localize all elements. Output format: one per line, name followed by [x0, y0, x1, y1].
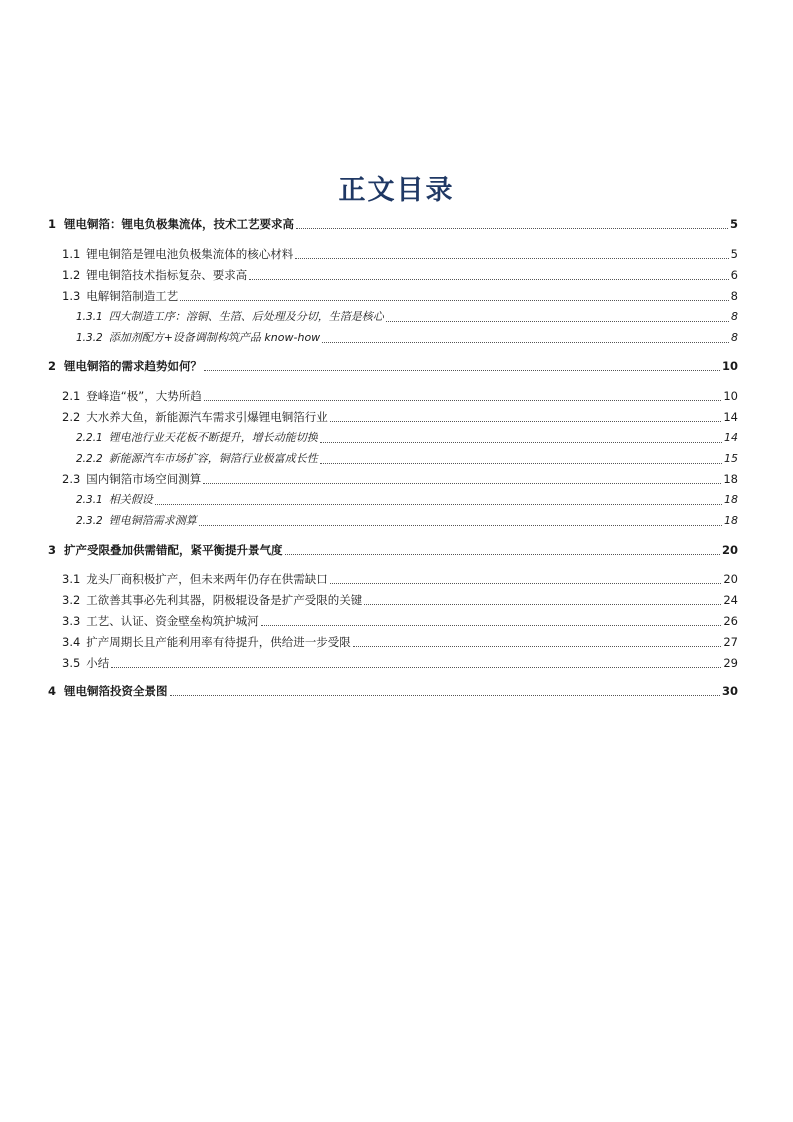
toc-entry-1-2[interactable]	[48, 265, 738, 285]
toc-entry-number: 2.3.2	[76, 515, 103, 527]
toc-entry-page: 15	[724, 452, 738, 465]
toc-entry-page: 8	[731, 310, 738, 323]
toc-entry-label: 小结	[86, 656, 110, 670]
toc-entry-1-3[interactable]	[48, 286, 738, 306]
toc-entry-2-2[interactable]	[48, 407, 738, 427]
toc-entry-number: 1.3	[62, 289, 81, 303]
toc-entry-label: 四大制造工序：溶铜、生箔、后处理及分切，生箔是核心	[108, 310, 384, 323]
dot-leader	[199, 525, 722, 526]
toc-entry-label: 大水养大鱼，新能源汽车需求引爆锂电铜箔行业	[86, 410, 328, 424]
toc-entry-1[interactable]	[48, 214, 738, 234]
toc-entry-label: 锂电铜箔是锂电池负极集流体的核心材料	[86, 247, 294, 261]
toc-entry-number: 2	[48, 359, 57, 373]
toc-entry-number: 1.1	[62, 247, 81, 261]
dot-leader	[320, 442, 722, 443]
toc-entry-page: 10	[721, 359, 738, 373]
toc-entry-number: 3.3	[62, 614, 81, 628]
dot-leader	[322, 342, 729, 343]
toc-entry-page: 20	[723, 572, 738, 586]
toc-entry-number: 2.3	[62, 472, 81, 486]
toc-entry-3-3[interactable]	[48, 611, 738, 631]
toc-entry-label: 国内铜箔市场空间测算	[86, 472, 202, 486]
dot-leader	[295, 258, 728, 259]
toc-entry-page: 24	[723, 593, 738, 607]
toc-entry-number: 1.2	[62, 268, 81, 282]
toc-entry-2-1[interactable]	[48, 386, 738, 406]
toc-entry-2-2-1[interactable]	[48, 428, 738, 448]
toc-entry-label: 锂电铜箔的需求趋势如何？	[64, 359, 203, 373]
toc-entry-page: 29	[723, 656, 738, 670]
toc-entry-page: 18	[724, 514, 738, 527]
toc-entry-label: 龙头厂商积极扩产，但未来两年仍存在供需缺口	[86, 572, 328, 586]
dot-leader	[364, 604, 721, 605]
toc-entry-2-3[interactable]	[48, 469, 738, 489]
toc-entry-1-3-2[interactable]	[48, 328, 738, 348]
dot-leader	[330, 583, 722, 584]
toc-entry-label: 锂电铜箔投资全景图	[64, 684, 168, 698]
toc-entry-number: 1	[48, 217, 57, 231]
toc-entry-page: 8	[730, 289, 738, 303]
dot-leader	[330, 421, 722, 422]
dot-leader	[204, 370, 720, 371]
toc-entry-3-1[interactable]	[48, 569, 738, 589]
dot-leader	[261, 625, 722, 626]
toc-entry-1-3-1[interactable]	[48, 307, 738, 327]
toc-entry-page: 18	[724, 493, 738, 506]
toc-entry-number: 3.4	[62, 635, 81, 649]
toc-entry-page: 10	[723, 389, 738, 403]
toc-entry-3-4[interactable]	[48, 632, 738, 652]
dot-leader	[353, 646, 722, 647]
toc-entry-label: 扩产周期长且产能利用率有待提升，供给进一步受限	[86, 635, 351, 649]
toc-entry-label: 电解铜箔制造工艺	[86, 289, 179, 303]
toc-entry-label: 工欲善其事必先利其器，阴极辊设备是扩产受限的关键	[86, 593, 363, 607]
toc-entry-label: 锂电池行业天花板不断提升，增长动能切换	[108, 431, 318, 444]
dot-leader	[320, 463, 722, 464]
toc-entry-page: 26	[723, 614, 738, 628]
dot-leader	[180, 300, 728, 301]
dot-leader	[249, 279, 728, 280]
toc-entry-label: 锂电铜箔：锂电负极集流体，技术工艺要求高	[64, 217, 295, 231]
toc-entry-page: 14	[724, 431, 738, 444]
toc-entry-1-1[interactable]	[48, 244, 738, 264]
toc-entry-page: 6	[730, 268, 738, 282]
toc-entry-page: 18	[723, 472, 738, 486]
dot-leader	[204, 400, 722, 401]
toc-entry-number: 2.3.1	[76, 494, 103, 506]
toc-entry-number: 4	[48, 684, 57, 698]
toc-entry-label: 工艺、认证、资金壁垒构筑护城河	[86, 614, 259, 628]
toc-entry-page: 5	[730, 247, 738, 261]
dot-leader	[155, 504, 722, 505]
toc-entry-page: 27	[723, 635, 738, 649]
dot-leader	[386, 321, 729, 322]
toc-entry-label: 登峰造“极”，大势所趋	[86, 389, 202, 403]
dot-leader	[296, 228, 728, 229]
dot-leader	[170, 695, 720, 696]
toc-entry-3-5[interactable]	[48, 653, 738, 673]
toc-entry-2[interactable]	[48, 356, 738, 376]
toc-entry-page: 20	[721, 543, 738, 557]
toc-entry-2-2-2[interactable]	[48, 449, 738, 469]
dot-leader	[203, 483, 721, 484]
toc-entry-4[interactable]	[48, 681, 738, 701]
toc-entry-number: 3.1	[62, 572, 81, 586]
toc-entry-label: 新能源汽车市场扩容，铜箔行业极富成长性	[108, 452, 318, 465]
toc-entry-number: 2.2	[62, 410, 81, 424]
toc-entry-number: 2.1	[62, 389, 81, 403]
toc-entry-page: 8	[731, 331, 738, 344]
dot-leader	[111, 667, 721, 668]
toc-entry-label: 添加剂配方+设备调制构筑产品 know-how	[108, 331, 321, 344]
toc-entry-number: 1.3.2	[76, 332, 103, 344]
page-title: 正文目录	[338, 175, 455, 206]
toc-entry-label: 锂电铜箔技术指标复杂、要求高	[86, 268, 248, 282]
toc-entry-number: 1.3.1	[76, 311, 103, 323]
toc-entry-page: 30	[721, 684, 738, 698]
toc-entry-number: 3	[48, 543, 57, 557]
toc-entry-label: 相关假设	[108, 493, 153, 506]
toc-entry-3-2[interactable]	[48, 590, 738, 610]
toc-entry-number: 2.2.2	[76, 453, 103, 465]
toc-entry-number: 3.5	[62, 656, 81, 670]
toc-entry-page: 5	[729, 217, 738, 231]
toc-entry-label: 扩产受限叠加供需错配，紧平衡提升景气度	[64, 543, 283, 557]
toc-entry-2-3-1[interactable]	[48, 490, 738, 510]
toc-entry-number: 2.2.1	[76, 432, 103, 444]
toc-entry-3[interactable]	[48, 540, 738, 560]
toc-entry-number: 3.2	[62, 593, 81, 607]
toc-entry-page: 14	[723, 410, 738, 424]
toc-entry-2-3-2[interactable]	[48, 511, 738, 531]
toc-entry-label: 锂电铜箔需求测算	[108, 514, 197, 527]
dot-leader	[285, 554, 720, 555]
